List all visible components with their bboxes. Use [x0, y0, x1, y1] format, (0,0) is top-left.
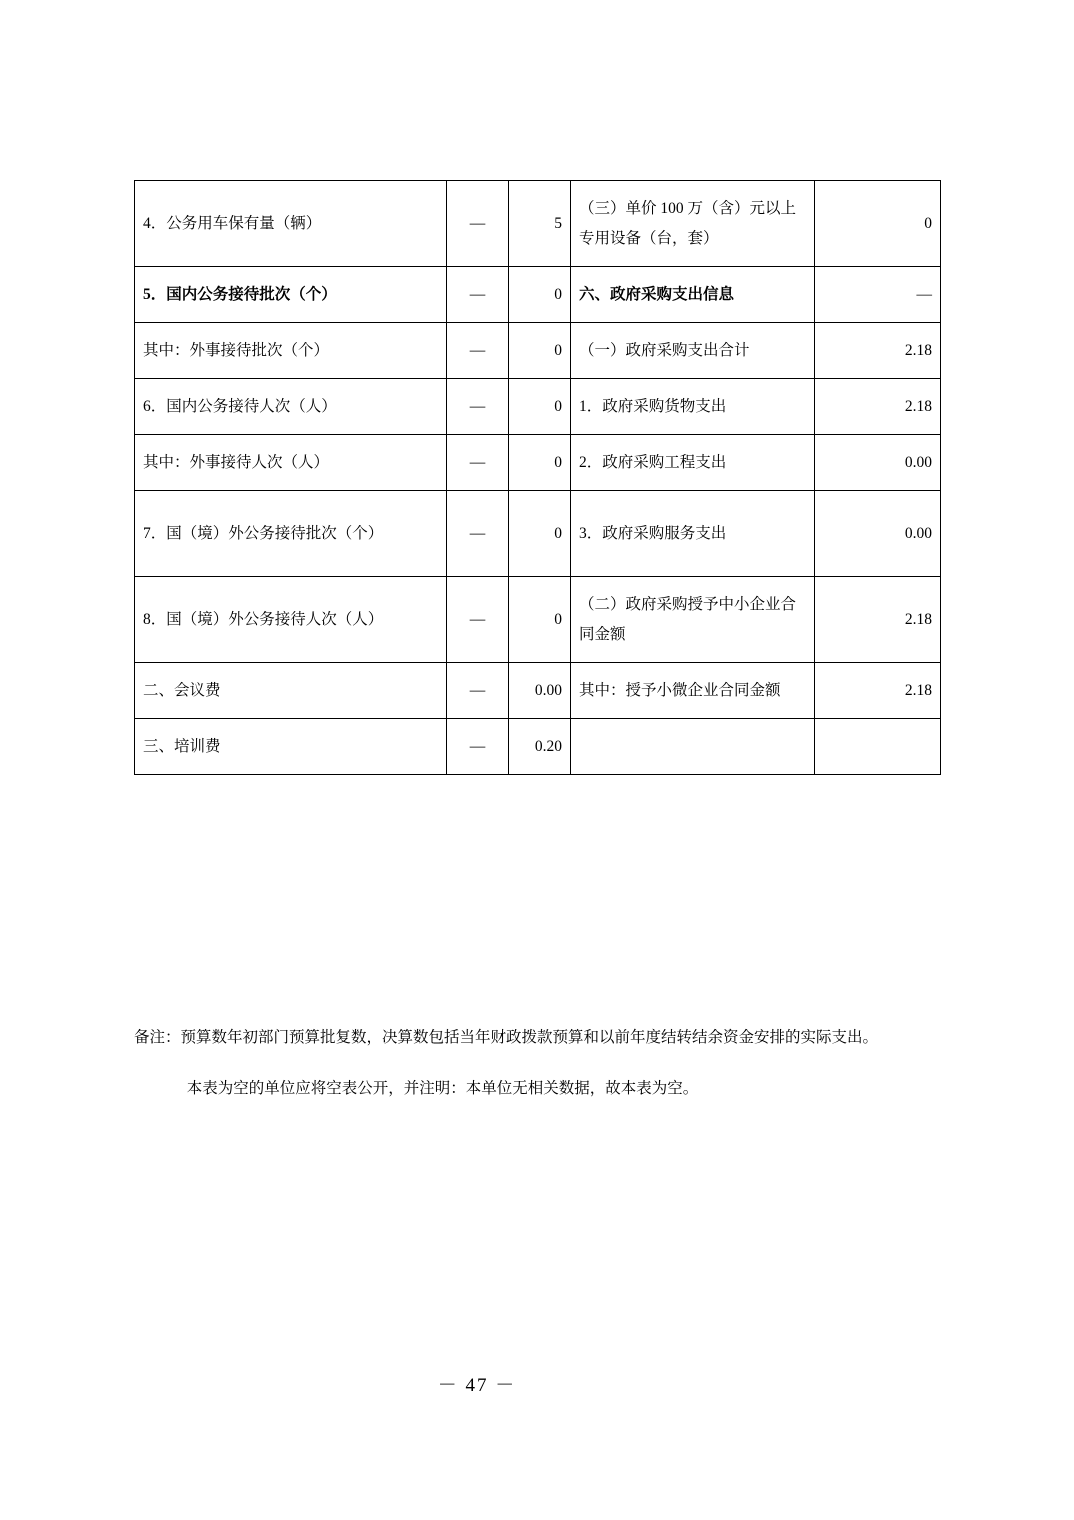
row-right-value — [815, 719, 941, 775]
table-row — [135, 323, 941, 379]
notes-section — [134, 1022, 964, 1123]
row-right-value: 2.18 — [815, 663, 941, 719]
table-row — [135, 181, 941, 267]
budget-table-container — [134, 180, 940, 775]
table-row — [135, 719, 941, 775]
note-remark: 备注：预算数年初部门预算批复数，决算数包括当年财政拨款预算和以前年度结转结余资金安排的实际支出。 — [134, 1029, 879, 1046]
row-final-value: 0.00 — [509, 663, 571, 719]
row-final-value: 0 — [509, 435, 571, 491]
row-label-left: 7．国（境）外公务接待批次（个） — [135, 491, 447, 577]
row-final-value: 0 — [509, 267, 571, 323]
row-label-left: 5．国内公务接待批次（个） — [135, 267, 447, 323]
row-budget-value: — — [447, 267, 509, 323]
row-label-right: 1．政府采购货物支出 — [571, 379, 815, 435]
row-label-left: 8．国（境）外公务接待人次（人） — [135, 577, 447, 663]
row-label-right — [571, 719, 815, 775]
row-right-value: 2.18 — [815, 379, 941, 435]
row-final-value: 0 — [509, 323, 571, 379]
row-label-right: 六、政府采购支出信息 — [571, 267, 815, 323]
table-row — [135, 267, 941, 323]
row-final-value: 0 — [509, 577, 571, 663]
row-label-left: 4．公务用车保有量（辆） — [135, 181, 447, 267]
page-number: － 47 － — [437, 1375, 517, 1396]
row-label-left: 6．国内公务接待人次（人） — [135, 379, 447, 435]
row-label-right: （二）政府采购授予中小企业合同金额 — [571, 577, 815, 663]
table-row — [135, 491, 941, 577]
row-label-right: 其中：授予小微企业合同金额 — [571, 663, 815, 719]
row-right-value: — — [815, 267, 941, 323]
row-budget-value: — — [447, 181, 509, 267]
row-label-right: （一）政府采购支出合计 — [571, 323, 815, 379]
table-row — [135, 435, 941, 491]
row-final-value: 0 — [509, 491, 571, 577]
row-right-value: 0.00 — [815, 435, 941, 491]
row-budget-value: — — [447, 435, 509, 491]
budget-table — [134, 180, 941, 775]
row-budget-value: — — [447, 379, 509, 435]
note-empty-table: 本表为空的单位应将空表公开，并注明：本单位无相关数据，故本表为空。 — [186, 1079, 699, 1097]
row-label-left: 其中：外事接待批次（个） — [135, 323, 447, 379]
row-right-value: 0.00 — [815, 491, 941, 577]
row-right-value: 2.18 — [815, 577, 941, 663]
row-budget-value: — — [447, 491, 509, 577]
row-budget-value: — — [447, 323, 509, 379]
row-label-left: 其中：外事接待人次（人） — [135, 435, 447, 491]
row-label-right: 2．政府采购工程支出 — [571, 435, 815, 491]
row-final-value: 0 — [509, 379, 571, 435]
row-budget-value: — — [447, 663, 509, 719]
table-row — [135, 379, 941, 435]
table-body — [135, 181, 941, 775]
row-budget-value: — — [447, 719, 509, 775]
row-right-value: 0 — [815, 181, 941, 267]
row-final-value: 0.20 — [509, 719, 571, 775]
row-budget-value: — — [447, 577, 509, 663]
table-row — [135, 577, 941, 663]
row-final-value: 5 — [509, 181, 571, 267]
row-label-right: （三）单价 100 万（含）元以上专用设备（台，套） — [571, 181, 815, 267]
table-row — [135, 663, 941, 719]
row-label-left: 二、会议费 — [135, 663, 447, 719]
row-right-value: 2.18 — [815, 323, 941, 379]
row-label-left: 三、培训费 — [135, 719, 447, 775]
row-label-right: 3．政府采购服务支出 — [571, 491, 815, 577]
